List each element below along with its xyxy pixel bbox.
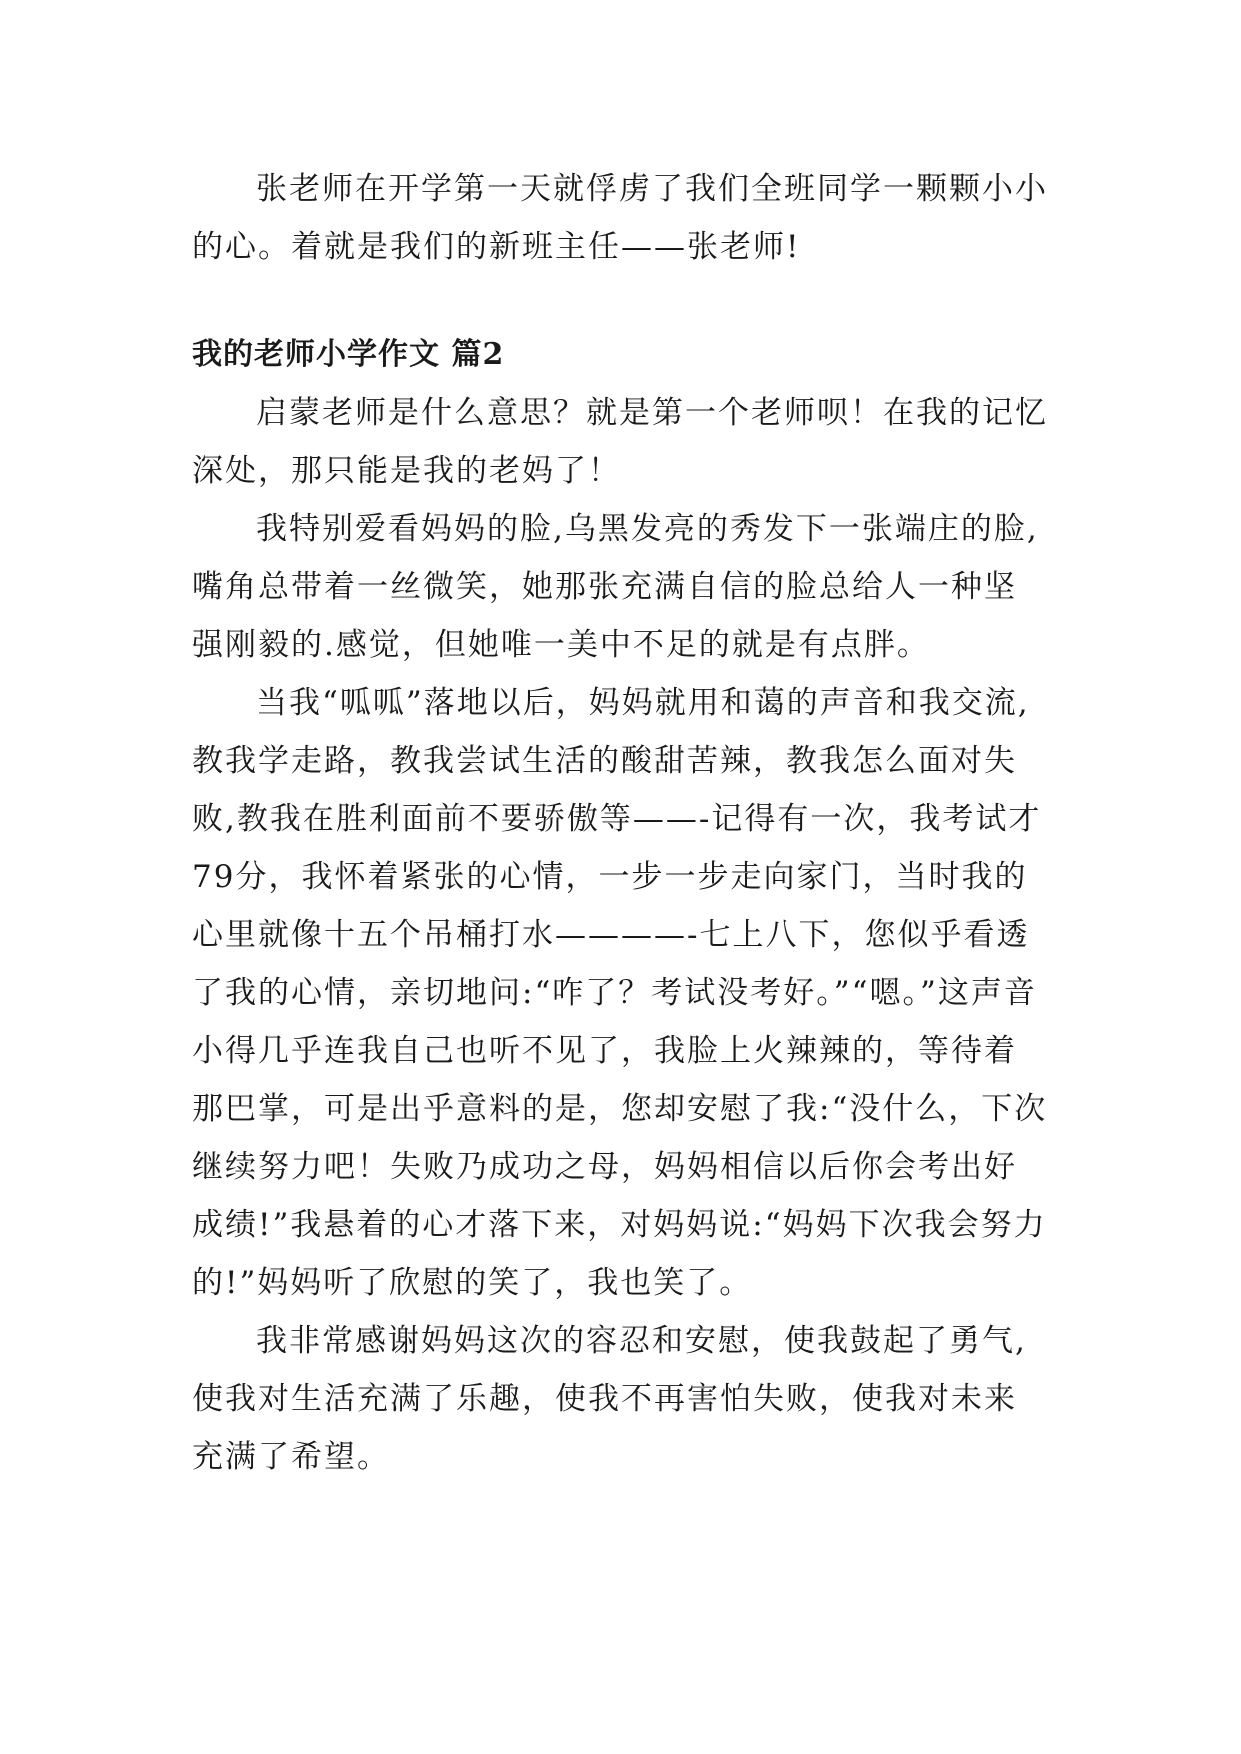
paragraph-intro: 张老师在开学第一天就俘虏了我们全班同学一颗颗小小的心。着就是我们的新班主任——张老师! bbox=[192, 171, 1048, 265]
document-body bbox=[192, 160, 1048, 1486]
paragraph-1: 启蒙老师是什么意思？就是第一个老师呗！在我的记忆深处，那只能是我的老妈了！ bbox=[192, 395, 1048, 489]
paragraph-3: 当我“呱呱”落地以后，妈妈就用和蔼的声音和我交流,教我学走路，教我尝试生活的酸甜苦辣，教我怎么面对失败,教我在胜利面前不要骄傲等——-记得有一次，我考试才79分，我怀着紧张的心情，一步一步走向家门，当时我的心里就像十五个吊桶打水————-七上八下，您似乎看透了我的心情，亲切地问:“咋了？考试没考好。”“嗯。”这声音小得几乎连我自己也听不见了，我脸上火辣辣的，等待着那巴掌，可是出乎意料的是，您却安慰了我:“没什么，下次继续努力吧！失败乃成功之母，妈妈相信以后你会考出好成绩!”我悬着的心才落下来，对妈妈说:“妈妈下次我会努力的!”妈妈听了欣慰的笑了，我也笑了。 bbox=[192, 685, 1048, 1301]
paragraph-2: 我特别爱看妈妈的脸,乌黑发亮的秀发下一张端庄的脸,嘴角总带着一丝微笑，她那张充满自信的脸总给人一种坚强刚毅的.感觉，但她唯一美中不足的就是有点胖。 bbox=[192, 511, 1039, 663]
paragraph-4: 我非常感谢妈妈这次的容忍和安慰，使我鼓起了勇气,使我对生活充满了乐趣，使我不再害怕失败，使我对未来充满了希望。 bbox=[192, 1323, 1027, 1475]
essay-heading: 我的老师小学作文 篇2 bbox=[192, 337, 505, 372]
